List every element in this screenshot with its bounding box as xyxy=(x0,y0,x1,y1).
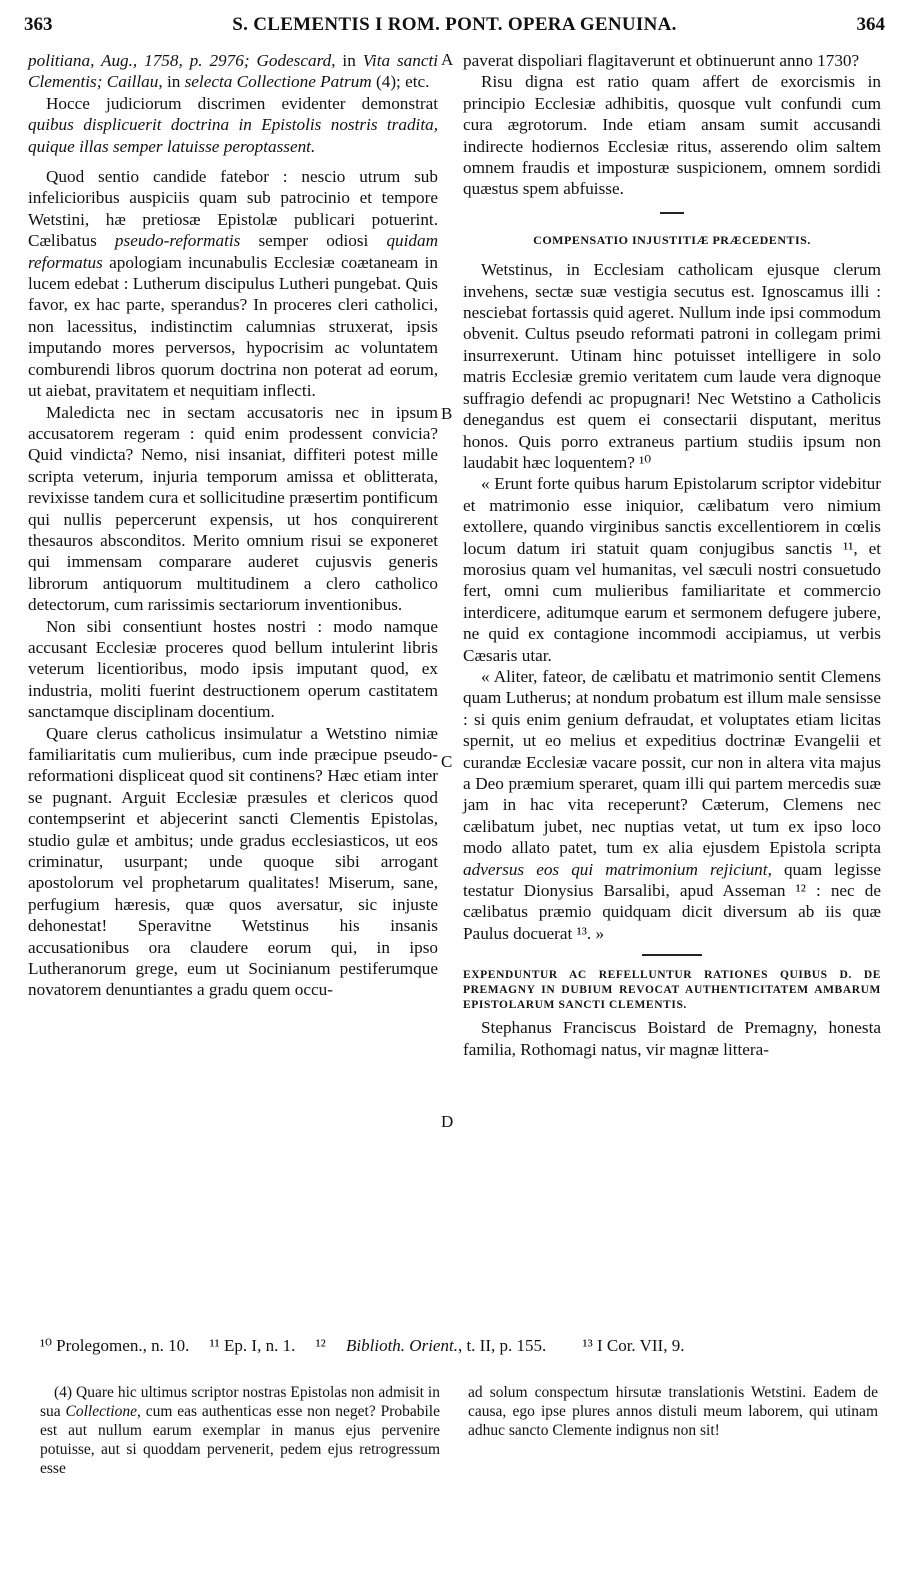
margin-marker-a: A xyxy=(441,50,454,69)
footnote-text: (4) Quare hic ultimus scriptor nostras Epistolas non admisit in sua Collectione, cum eas authenticas esse non neget? Probabile est aut nullum earum exemplar in manus ejus pervenire potuisse, aut si quoddam pervenerit, pedem ejus retrogressum esse xyxy=(40,1384,440,1477)
section-divider xyxy=(642,954,702,956)
paragraph: Risu digna est ratio quam affert de exorcismis in principio Ecclesiæ adhibitis, quosque vult confundi cum cura ægrotorum. Inde etiam ansam sumit accusandi indirecte hodiernos Ecclesiæ ritus, asserendo olim saltem omnem fraudis et imposturæ suspicionem, omnem sordidi quæstus spem abfuisse. xyxy=(463,72,881,199)
paragraph: Hocce judiciorum discrimen evidenter demonstrat quibus displicuerit doctrina in Epistolis nostris tradita, quique illas semper latuisse peroptassent. xyxy=(28,93,438,156)
section-divider xyxy=(660,212,684,214)
section-heading: EXPENDUNTUR AC REFELLUNTUR RATIONES QUIBUS D. DE PREMAGNY IN DUBIUM REVOCAT AUTHENTICITATEM AMBARUM EPISTOLARUM SANCTI CLEMENTIS. xyxy=(463,969,881,1012)
reference-notes xyxy=(40,1336,879,1356)
note-10: ¹⁰ Prolegomen., n. 10. xyxy=(40,1336,190,1355)
margin-marker-b: B xyxy=(441,404,453,423)
paragraph: paverat dispoliari flagitaverunt et obtinuerunt anno 1730? xyxy=(463,51,860,70)
note-12: ¹² Biblioth. Orient., t. II, p. 155. xyxy=(315,1336,547,1355)
paragraph: Quod sentio candide fatebor : nescio utrum sub infelicioribus auspiciis quam sub patrocinio et tempore Wetstini, hæ pretiosæ Epistolæ publicari potuerint. Cælibatus pseudo-reformatis semper odiosi quidam reformatus apologiam incunabulis Ecclesiæ coætaneam in lucem edebat : Lutherum discipulus Lutheri pungebat. Quis favor, ex hac parte, sperandus? In proceres cleri catholici, non lacessitus, indistinctim calumnias struxerat, ipsis imputando mores perversos, hypocrisim ac voluntatem comburendi libros quorum doctrina non poterat ad eorum, ut aiebat, pravitatem et nequitiam inflecti. xyxy=(28,167,439,401)
paragraph: Wetstinus, in Ecclesiam catholicam ejusque clerum invehens, sectæ suæ vestigia secutus est. Ignoscamus illi : nesciebat fortassis quid ageret. Nullum inde ipsi commodum obvenit. Cultus pseudo reformati patroni in collegam primi insurrexerunt. Utinam hinc potuisset intelligere in solo matris Ecclesiæ gremio veritatem cum laude vera dignoque suffragio defendi ac propugnari! Nec Wetstino a Catholicis denegandus est quem ei consectarii disputant, meritus honos. Quis porro extraneus partium studiis ipsum non laudabit hæc loquentem? ¹⁰ xyxy=(463,260,881,472)
paragraph: Quare clerus catholicus insimulatur a Wetstino nimiæ familiaritatis cum mulieribus, cum inde præcipue pseudo-reformationi displiceat quod sit continens? Hæc etiam inter se pugnant. Arguit Ecclesiæ præsules et clericos quod contempserint et abjecerint sancti Clementis Epistolas, studio gulæ et ambitus; unde gradus ecclesiasticos, ut eos criminatur, usurpant; unde quoque sibi arrogant apostolorum vel prophetarum qualitates! Miserum, sane, perfugium hæresis, quæ quos aversatur, sic injuste dehonestat! Speravitne Wetstinus his insanis accusationibus ora claudere eorum qui, in ipso Lutheranorum grege, eum ut Socinianum pestiferumque novatorem denuntiantes a gradu quem occu- xyxy=(28,723,438,1000)
paragraph: politiana, Aug., 1758, p. 2976; Godescard, in Vita sancti Clementis; Caillau, in selecta Collectione Patrum (4); etc. xyxy=(28,51,439,92)
running-title: S. CLEMENTIS I ROM. PONT. OPERA GENUINA. xyxy=(232,14,677,35)
paragraph: « Aliter, fateor, de cælibatu et matrimonio sentit Clemens quam Lutherus; at nondum probatum est illum male sensisse : si quis enim genium defraudat, et voluptates etiam licitas spernit, ut eo melius et expeditius doctrinæ Evangelii et curandæ Ecclesiæ vacare possit, cur non in altera vita majus a Deo præmium speraret, quam illi qui partem mercedis suæ jam in hac vita receperunt? Cæterum, Clemens nec cælibatum jubet, nec nuptias vetat, ut tum ex ipso loco modo allato patet, tum ex alia ejusdem Epistola scripta adversus eos qui matrimonium rejiciunt, quam legisse testatur Dionysius Barsalibi, apud Asseman ¹² : nec de cælibatus præmio quidquam dicit diversum ab iis quæ Paulus docuerat ¹³. » xyxy=(463,666,882,943)
paragraph: Non sibi consentiunt hostes nostri : modo namque accusant Ecclesiæ proceres quod bellum intulerint libris veterum licentioribus, modo ipsis imputant quod, ex industria, moliti fuerint destructionem operum castitatem sanctamque disciplinam docentium. xyxy=(28,616,438,722)
footnote-left xyxy=(40,1383,440,1478)
page-number-left: 363 xyxy=(24,14,53,35)
margin-marker-c: C xyxy=(441,752,453,771)
section-heading: COMPENSATIO INJUSTITIÆ PRÆCEDENTIS. xyxy=(533,232,811,247)
right-column xyxy=(463,50,881,1060)
footnote-text: ad solum conspectum hirsutæ translationis Wetstini. Eadem de causa, ego ipse plures annos distuli meum laborem, qui utinam adhuc sancto Clemente indignus non sit! xyxy=(468,1384,878,1439)
margin-marker-d: D xyxy=(441,1112,454,1131)
paragraph: « Erunt forte quibus harum Epistolarum scriptor videbitur et matrimonio esse iniquior, cælibatum vero nimium extollere, quando virginibus sanctis excellentiorem in cœlis locum datum iri statuit quam conjugibus sanctis ¹¹, et morosius quam vel humanitas, vel sæculi nostri consuetudo fert, omni cum mulieribus familiaritate et commercio interdicere, aditumque earum et sermonem defugere jubere, ne quid ex contagione incommodi accipiamus, ut verbis Cæsaris utar. xyxy=(463,474,881,665)
page-number-right: 364 xyxy=(856,14,885,35)
running-header xyxy=(24,14,885,42)
note-13: ¹³ I Cor. VII, 9. xyxy=(582,1336,685,1355)
left-column xyxy=(28,50,438,1001)
note-11: ¹¹ Ep. I, n. 1. xyxy=(209,1336,296,1355)
footnote-right xyxy=(468,1383,878,1440)
paragraph: Maledicta nec in sectam accusatoris nec in ipsum accusatorem regeram : quid enim prodessent convicia? Quid vindicta? Nemo, nisi insaniat, diffiteri potest mille scripta veterum, injuria temporum amissa et oblitterata, revixisse tandem cura et sollicitudine præsertim pontificum qui nullis pepercerunt expensis, ut hos conquirerent thesauros absconditos. Merito omnium risui se exponeret qui immensam comparare auderet cujusvis generis librorum antiquorum multitudinem a clero catholico detectorum, cum rarissimis sectariorum inventionibus. xyxy=(28,402,438,615)
paragraph: Stephanus Franciscus Boistard de Premagny, honesta familia, Rothomagi natus, vir magnæ littera- xyxy=(463,1018,881,1059)
